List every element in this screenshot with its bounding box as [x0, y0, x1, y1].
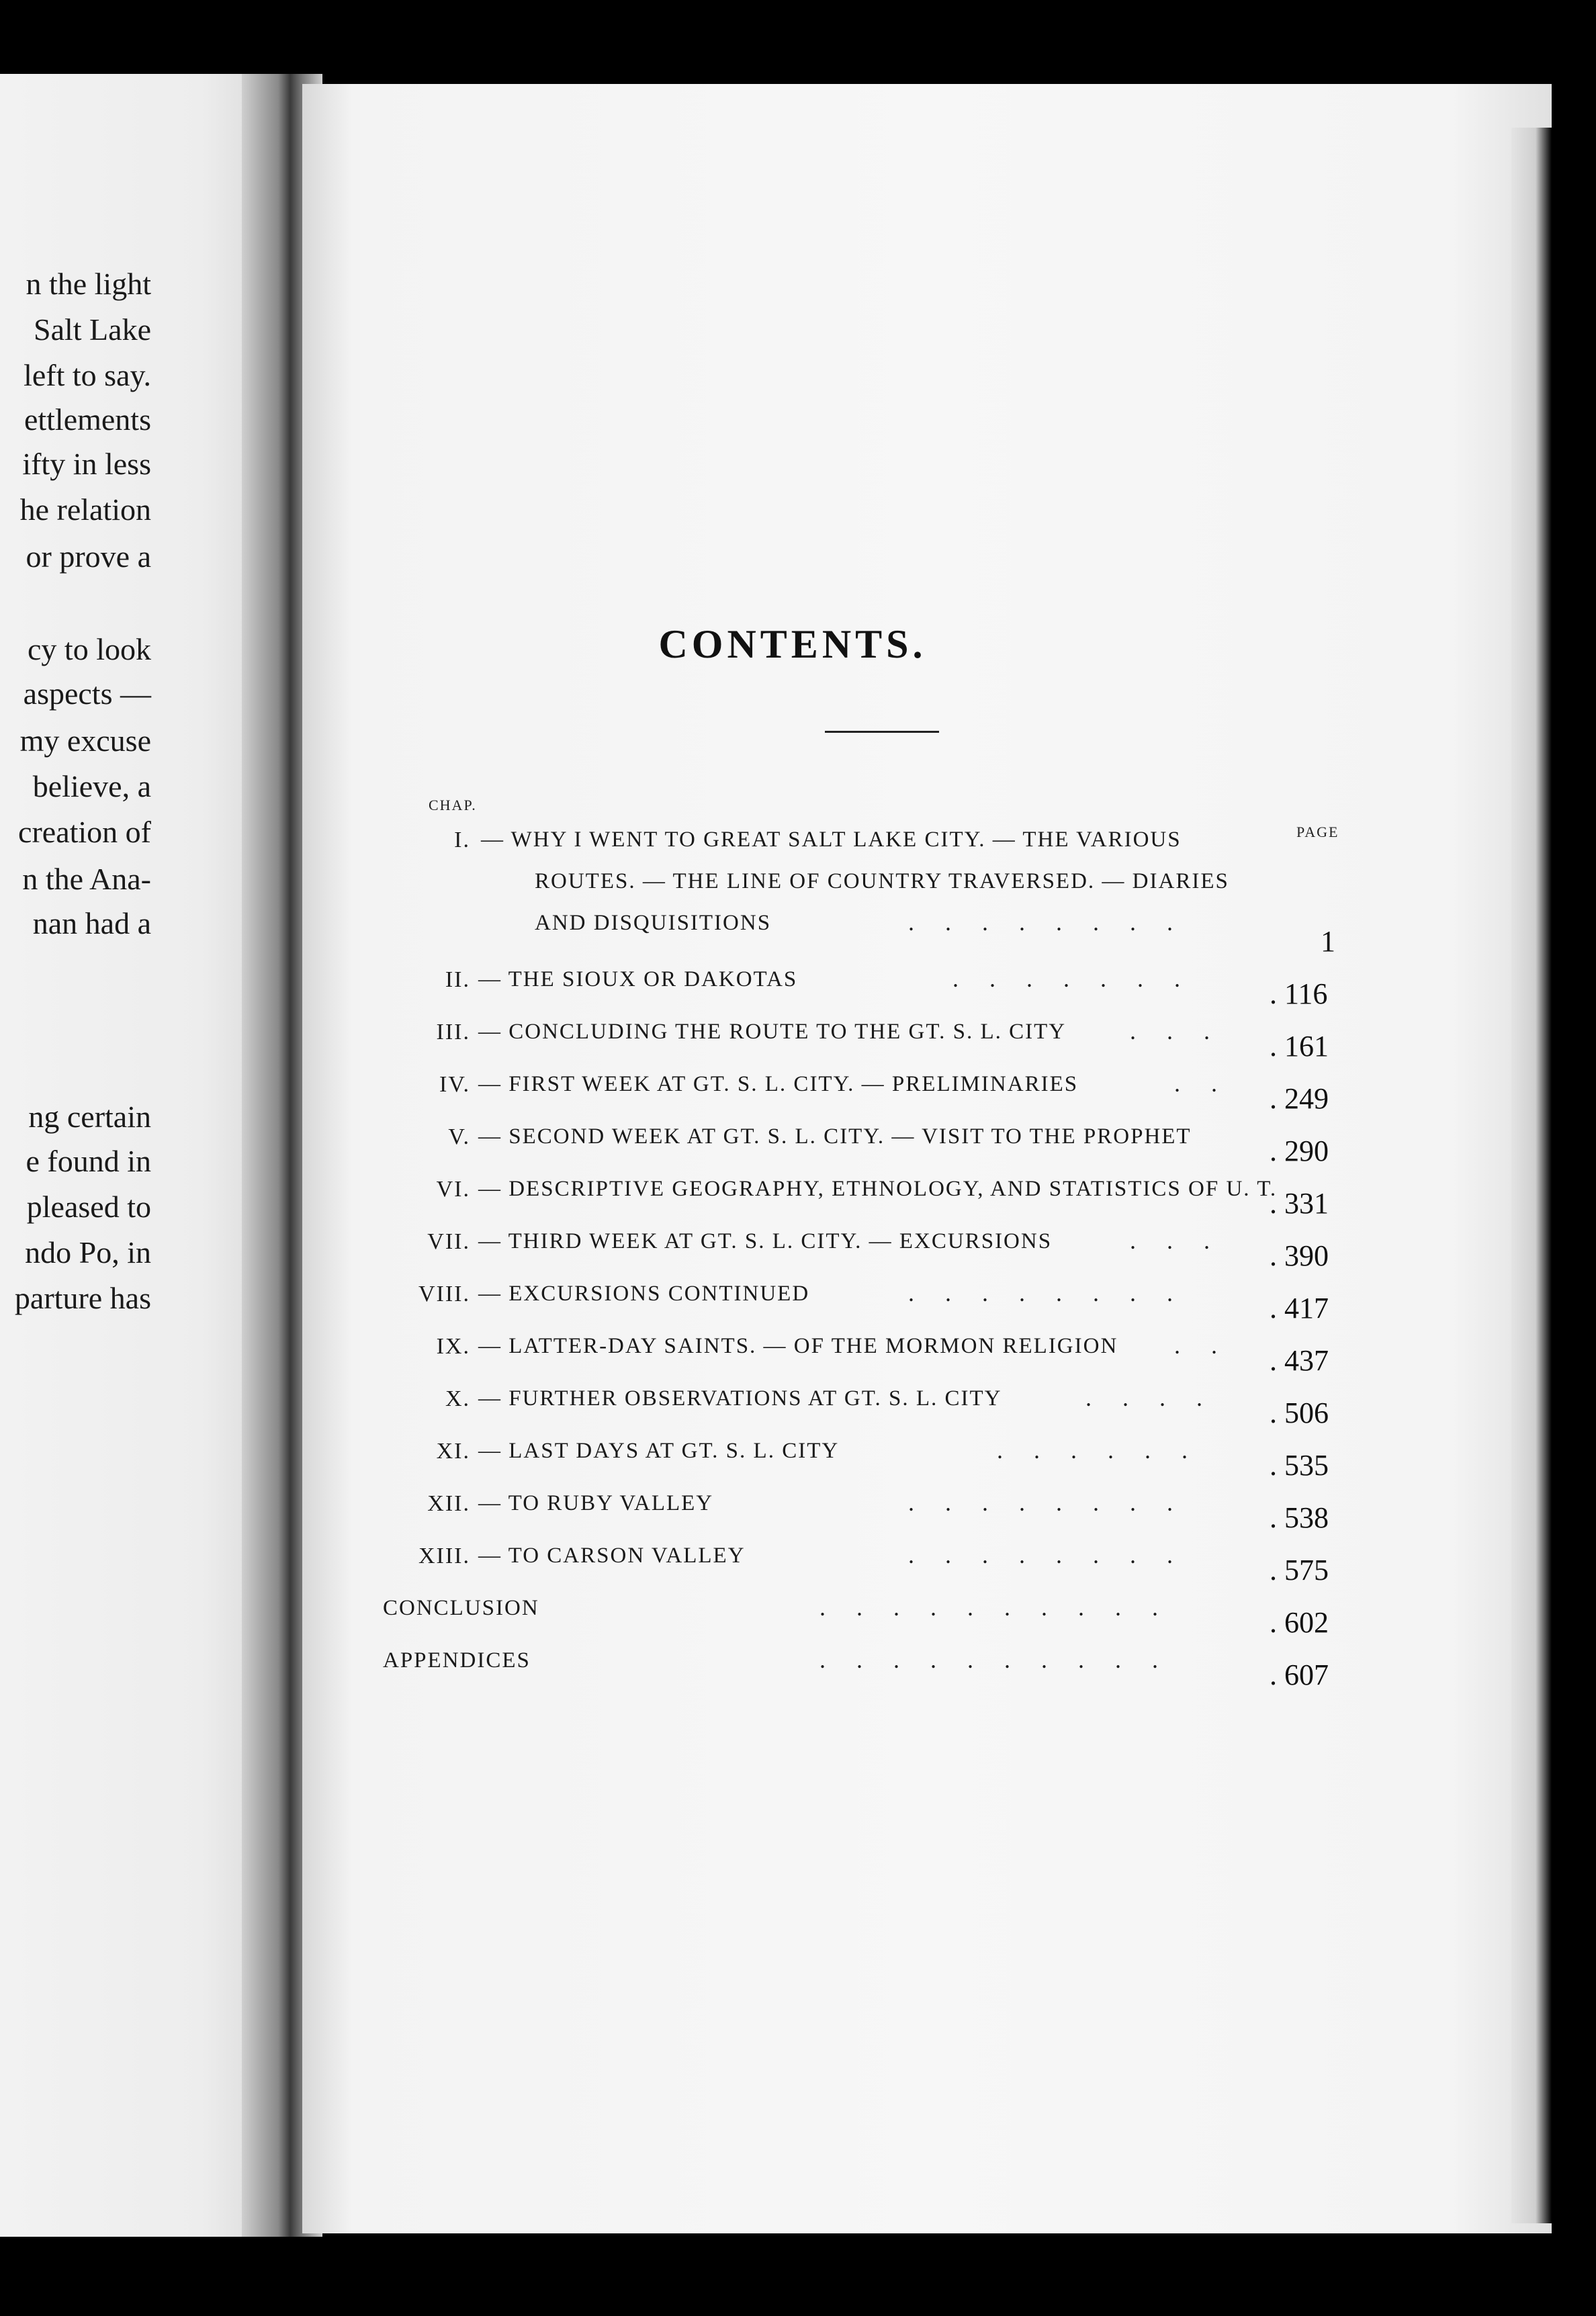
toc-entry — [0, 1280, 1596, 1325]
facing-page-line: ndo Po, in — [25, 1235, 151, 1270]
chapter-title: — TO CARSON VALLEY — [478, 1544, 746, 1568]
page-number: . 116 — [1270, 977, 1327, 1011]
facing-page-line: parture has — [14, 1281, 151, 1315]
facing-page-line: believe, a — [32, 769, 151, 803]
chapter-number: IX. — [436, 1334, 470, 1359]
chapter-title: — TO RUBY VALLEY — [478, 1491, 714, 1515]
chapter-title: — CONCLUDING THE ROUTE TO THE GT. S. L. CITY — [478, 1020, 1067, 1044]
toc-entry — [0, 1386, 1596, 1427]
chapter-title: — FURTHER OBSERVATIONS AT GT. S. L. CITY — [478, 1386, 1002, 1411]
page-number: . 161 — [1270, 1029, 1329, 1063]
facing-page-line: my excuse — [19, 723, 151, 758]
page-number: . 437 — [1270, 1343, 1329, 1378]
toc-entry — [0, 967, 1596, 1008]
leader-dots: ....... — [952, 965, 1211, 992]
chapter-number: V. — [448, 1124, 470, 1149]
page-column-label: PAGE — [1296, 823, 1339, 840]
page-number: . 607 — [1270, 1658, 1329, 1692]
page-number: . 417 — [1270, 1291, 1329, 1325]
chapter-number: XII. — [427, 1491, 470, 1516]
chapter-number: XI. — [436, 1439, 470, 1464]
page-number: . 575 — [1270, 1553, 1329, 1587]
leader-dots: ........ — [908, 1542, 1204, 1568]
leader-dots: ... — [1130, 1227, 1241, 1254]
page-number: . 602 — [1270, 1605, 1329, 1640]
chapter-title: — LAST DAYS AT GT. S. L. CITY — [478, 1439, 840, 1463]
leader-dots: .. — [1174, 1070, 1248, 1097]
chapter-title: — DESCRIPTIVE GEOGRAPHY, ETHNOLOGY, AND STATISTICS OF U. T. — [478, 1177, 1278, 1201]
facing-page-line: ng certain — [28, 1100, 151, 1134]
page-number: 1 — [1321, 925, 1335, 958]
facing-page-text — [0, 74, 151, 2163]
chapter-title: CONCLUSION — [383, 1596, 539, 1620]
toc-entry — [0, 1594, 1596, 1639]
leader-dots: .. — [1174, 1332, 1248, 1359]
toc-entry — [0, 1489, 1596, 1534]
toc-entry — [0, 1124, 1596, 1165]
chapter-title-line: AND DISQUISITIONS — [535, 911, 772, 935]
chapter-title-line: — WHY I WENT TO GREAT SALT LAKE CITY. — THE VARIOUS — [481, 828, 1182, 852]
toc-entry — [0, 1070, 1596, 1115]
toc-entry — [0, 1648, 1596, 1689]
chapter-title: — EXCURSIONS CONTINUED — [478, 1282, 810, 1306]
page-number: . 538 — [1270, 1501, 1329, 1535]
chapter-number: IV. — [439, 1072, 470, 1097]
leader-dots: ........ — [908, 909, 1204, 936]
leader-dots: .......... — [819, 1646, 1189, 1673]
facing-page-line: ifty in less — [22, 447, 151, 481]
toc-entry — [0, 1229, 1596, 1270]
leader-dots: .... — [1085, 1384, 1233, 1411]
toc-entry — [0, 1018, 1596, 1063]
chapter-number: VI. — [436, 1177, 470, 1202]
facing-page-line: aspects — — [23, 676, 151, 711]
leader-dots: ... — [1130, 1018, 1241, 1044]
page-edge — [1511, 128, 1552, 2223]
toc-entry — [0, 1542, 1596, 1587]
page-number: . 506 — [1270, 1396, 1329, 1430]
facing-page-line: nan had a — [32, 906, 151, 940]
chapter-title: — THIRD WEEK AT GT. S. L. CITY. — EXCURSIONS — [478, 1229, 1053, 1253]
chapter-number: XIII. — [418, 1544, 470, 1568]
chapter-number: VIII. — [418, 1282, 470, 1306]
leader-dots: ........ — [908, 1489, 1204, 1516]
chapter-number: III. — [436, 1020, 470, 1044]
page-number: . 331 — [1270, 1186, 1329, 1220]
facing-page-line: n the Ana- — [22, 862, 151, 896]
chapter-number: X. — [445, 1386, 470, 1411]
facing-page-line: he relation — [19, 492, 151, 527]
contents-heading: CONTENTS. — [658, 622, 927, 666]
toc-entry — [0, 1437, 1596, 1482]
facing-page-line: ettlements — [24, 402, 151, 437]
chapter-title: — SECOND WEEK AT GT. S. L. CITY. — VISIT TO THE PROPHET — [478, 1124, 1192, 1149]
chapter-number: VII. — [427, 1229, 470, 1254]
facing-page-line: n the light — [26, 267, 151, 301]
facing-page-line: creation of — [18, 815, 151, 849]
facing-page-line: e found in — [26, 1144, 151, 1178]
chap-column-label: CHAP. — [429, 797, 477, 813]
chapter-title: — THE SIOUX OR DAKOTAS — [478, 967, 798, 991]
toc-entry — [0, 1332, 1596, 1377]
facing-page-line: or prove a — [26, 539, 151, 574]
chapter-title-line: ROUTES. — THE LINE OF COUNTRY TRAVERSED. — DIARIES — [535, 869, 1229, 893]
page-number: . 249 — [1270, 1081, 1329, 1116]
facing-page-line: pleased to — [26, 1190, 151, 1224]
heading-rule — [825, 731, 939, 733]
toc-entry — [0, 1177, 1596, 1220]
page-number: . 290 — [1270, 1134, 1329, 1168]
chapter-title: APPENDICES — [383, 1648, 531, 1673]
leader-dots: ........ — [908, 1280, 1204, 1306]
facing-page-line: cy to look — [28, 632, 151, 666]
chapter-title: — LATTER-DAY SAINTS. — OF THE MORMON RELIGION — [478, 1334, 1118, 1358]
facing-page-line: Salt Lake — [34, 312, 151, 347]
leader-dots: ...... — [997, 1437, 1218, 1464]
facing-page-line: left to say. — [24, 358, 151, 392]
leader-dots: .......... — [819, 1594, 1189, 1621]
page-number: . 535 — [1270, 1448, 1329, 1482]
page-number: . 390 — [1270, 1239, 1329, 1273]
chapter-number: II. — [445, 967, 470, 992]
chapter-number: I. — [454, 828, 470, 852]
chapter-title: — FIRST WEEK AT GT. S. L. CITY. — PRELIMINARIES — [478, 1072, 1079, 1096]
